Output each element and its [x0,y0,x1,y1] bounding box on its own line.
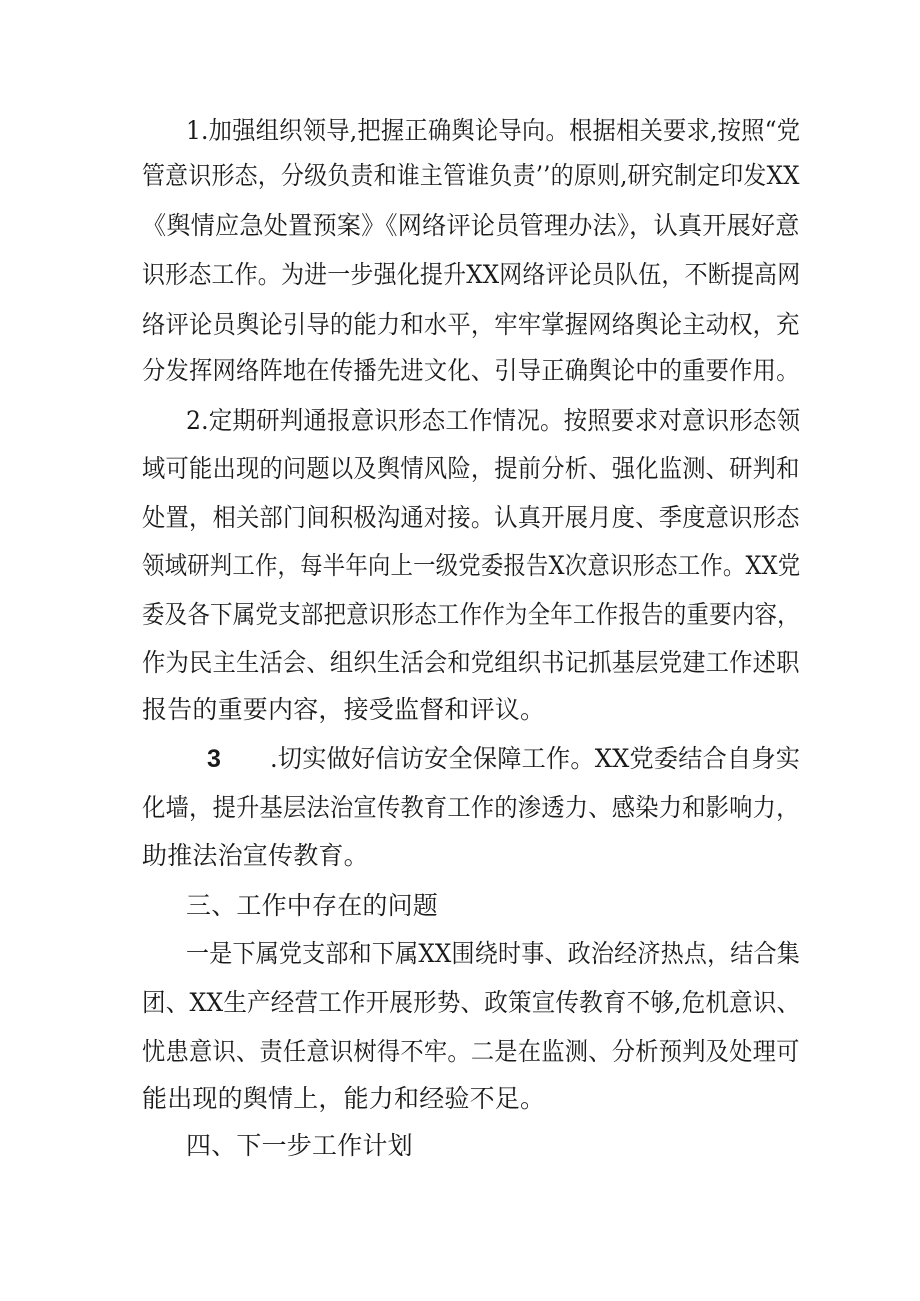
text-line: 忧患意识、责任意识树得不牢。二是在监测、分析预判及处理可 [142,1037,800,1066]
text-line: 作为民主生活会、组织生活会和党组织书记抓基层党建工作述职 [142,648,800,677]
section-heading: 四、下一步工作计划 [186,1131,413,1160]
text-line: .切实做好信访安全保障工作。XX党委结合自身实 [270,744,801,773]
text-line: 委及各下属党支部把意识形态工作作为全年工作报告的重要内容， [142,600,800,629]
text-line: 分发挥网络阵地在传播先进文化、引导正确舆论中的重要作用。 [142,356,800,385]
text-line: 《舆情应急处置预案》《网络评论员管理办法》，认真开展好意 [142,211,800,240]
text-line: 助推法治宣传教育。 [142,841,369,870]
text-line: 团、XX生产经营工作开展形势、政策宣传教育不够,危机意识、 [142,988,801,1017]
text-line: 2.定期研判通报意识形态工作情况。按照要求对意识形态领 [186,406,801,435]
section-heading: 三、工作中存在的问题 [186,891,439,920]
text-line: 化墙，提升基层法治宣传教育工作的渗透力、感染力和影响力， [142,793,800,822]
text-line: 能出现的舆情上，能力和经验不足。 [142,1084,546,1113]
text-line: 络评论员舆论引导的能力和水平，牢牢掌握网络舆论主动权，充 [142,310,800,339]
text-line: 管意识形态，分级负责和谁主管谁负责’’的原则,研究制定印发XX [142,161,800,190]
text-line: 一是下属党支部和下属XX围绕时事、政治经济热点，结合集 [186,939,800,968]
text-line: 领域研判工作，每半年向上一级党委报告X次意识形态工作。XX党 [142,551,801,580]
text-line: 处置，相关部门间积极沟通对接。认真开展月度、季度意识形态 [142,503,800,532]
list-number: 3 [207,745,222,773]
text-line: 识形态工作。为进一步强化提升XX网络评论员队伍，不断提高网 [142,260,801,289]
text-line: 域可能出现的问题以及舆情风险，提前分析、强化监测、研判和 [142,454,800,483]
text-line: 1.加强组织领导,把握正确舆论导向。根据相关要求,按照“党 [186,116,801,145]
text-line: 报告的重要内容，接受监督和评议。 [142,695,546,724]
